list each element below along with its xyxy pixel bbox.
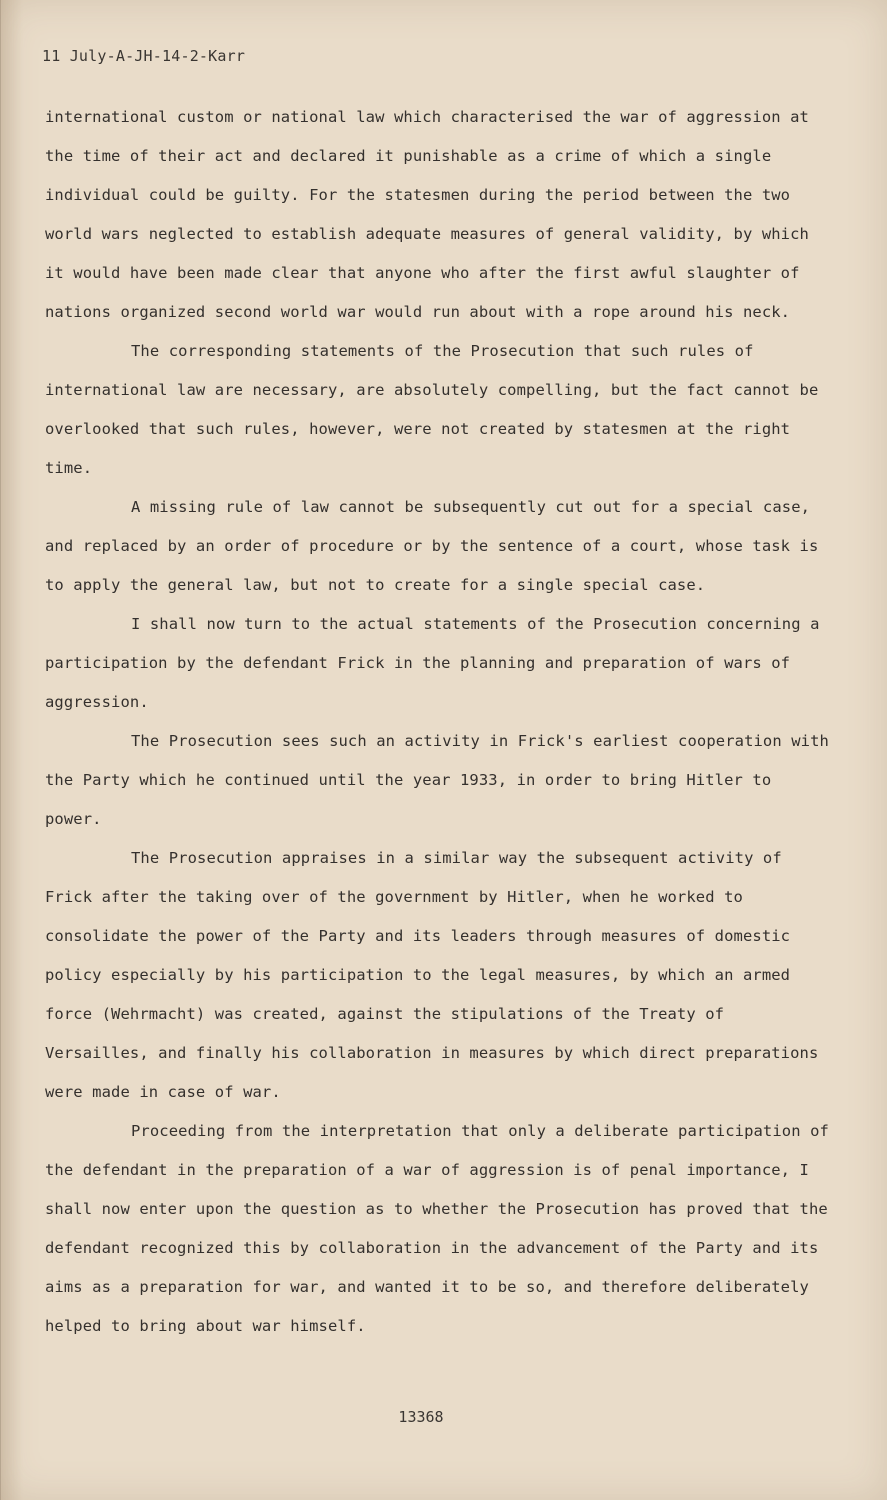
paragraph-3: A missing rule of law cannot be subsequently cut out for a special case, and replaced by an order of procedure or by the sentence of a court, whose task is to apply the general law, but not to create for a single special case. [45, 498, 819, 594]
paragraph-5: The Prosecution sees such an activity in Frick's earliest cooperation with the Party which he continued until the year 1933, in order to bring Hitler to power. [45, 732, 829, 828]
paragraph-7: Proceeding from the interpretation that only a deliberate participation of the defendant in the preparation of a war of aggression is of penal importance, I shall now enter upon the question as to whether the Prosecution has proved that the defendant recognized this by collaboration in the advancement of the Party and its aims as a preparation for war, and wanted it to be so, and therefore deliberately helped to bring about war himself. [45, 1122, 829, 1335]
page-number: 13368 [398, 1408, 444, 1426]
document-reference: 11 July-A-JH-14-2-Karr [42, 47, 246, 65]
paragraph-1: international custom or national law which characterised the war of aggression at the time of their act and declared it punishable as a crime of which a single individual could be guilty. For the statesmen during the period between the two world wars neglected to establish adequate measures of general validity, by which it would have been made clear that anyone who after the first awful slaughter of nations organized second world war would run about with a rope around his neck. [45, 108, 809, 321]
paragraph-6: The Prosecution appraises in a similar way the subsequent activity of Frick after the taking over of the government by Hitler, when he worked to consolidate the power of the Party and its leaders through measures of domestic policy especially by his participation to the legal measures, by which an armed force (Wehrmacht) was created, against the stipulations of the Treaty of Versailles, and finally his collaboration in measures by which direct preparations were made in case of war. [45, 849, 819, 1101]
paragraph-4: I shall now turn to the actual statements of the Prosecution concerning a participation by the defendant Frick in the planning and preparation of wars of aggression. [45, 615, 820, 711]
paragraph-2: The corresponding statements of the Prosecution that such rules of international law are necessary, are absolutely compelling, but the fact cannot be overlooked that such rules, however, were not created by statesmen at the right time. [45, 342, 819, 477]
document-body [45, 98, 835, 1346]
page-binding-edge [0, 0, 23, 1500]
